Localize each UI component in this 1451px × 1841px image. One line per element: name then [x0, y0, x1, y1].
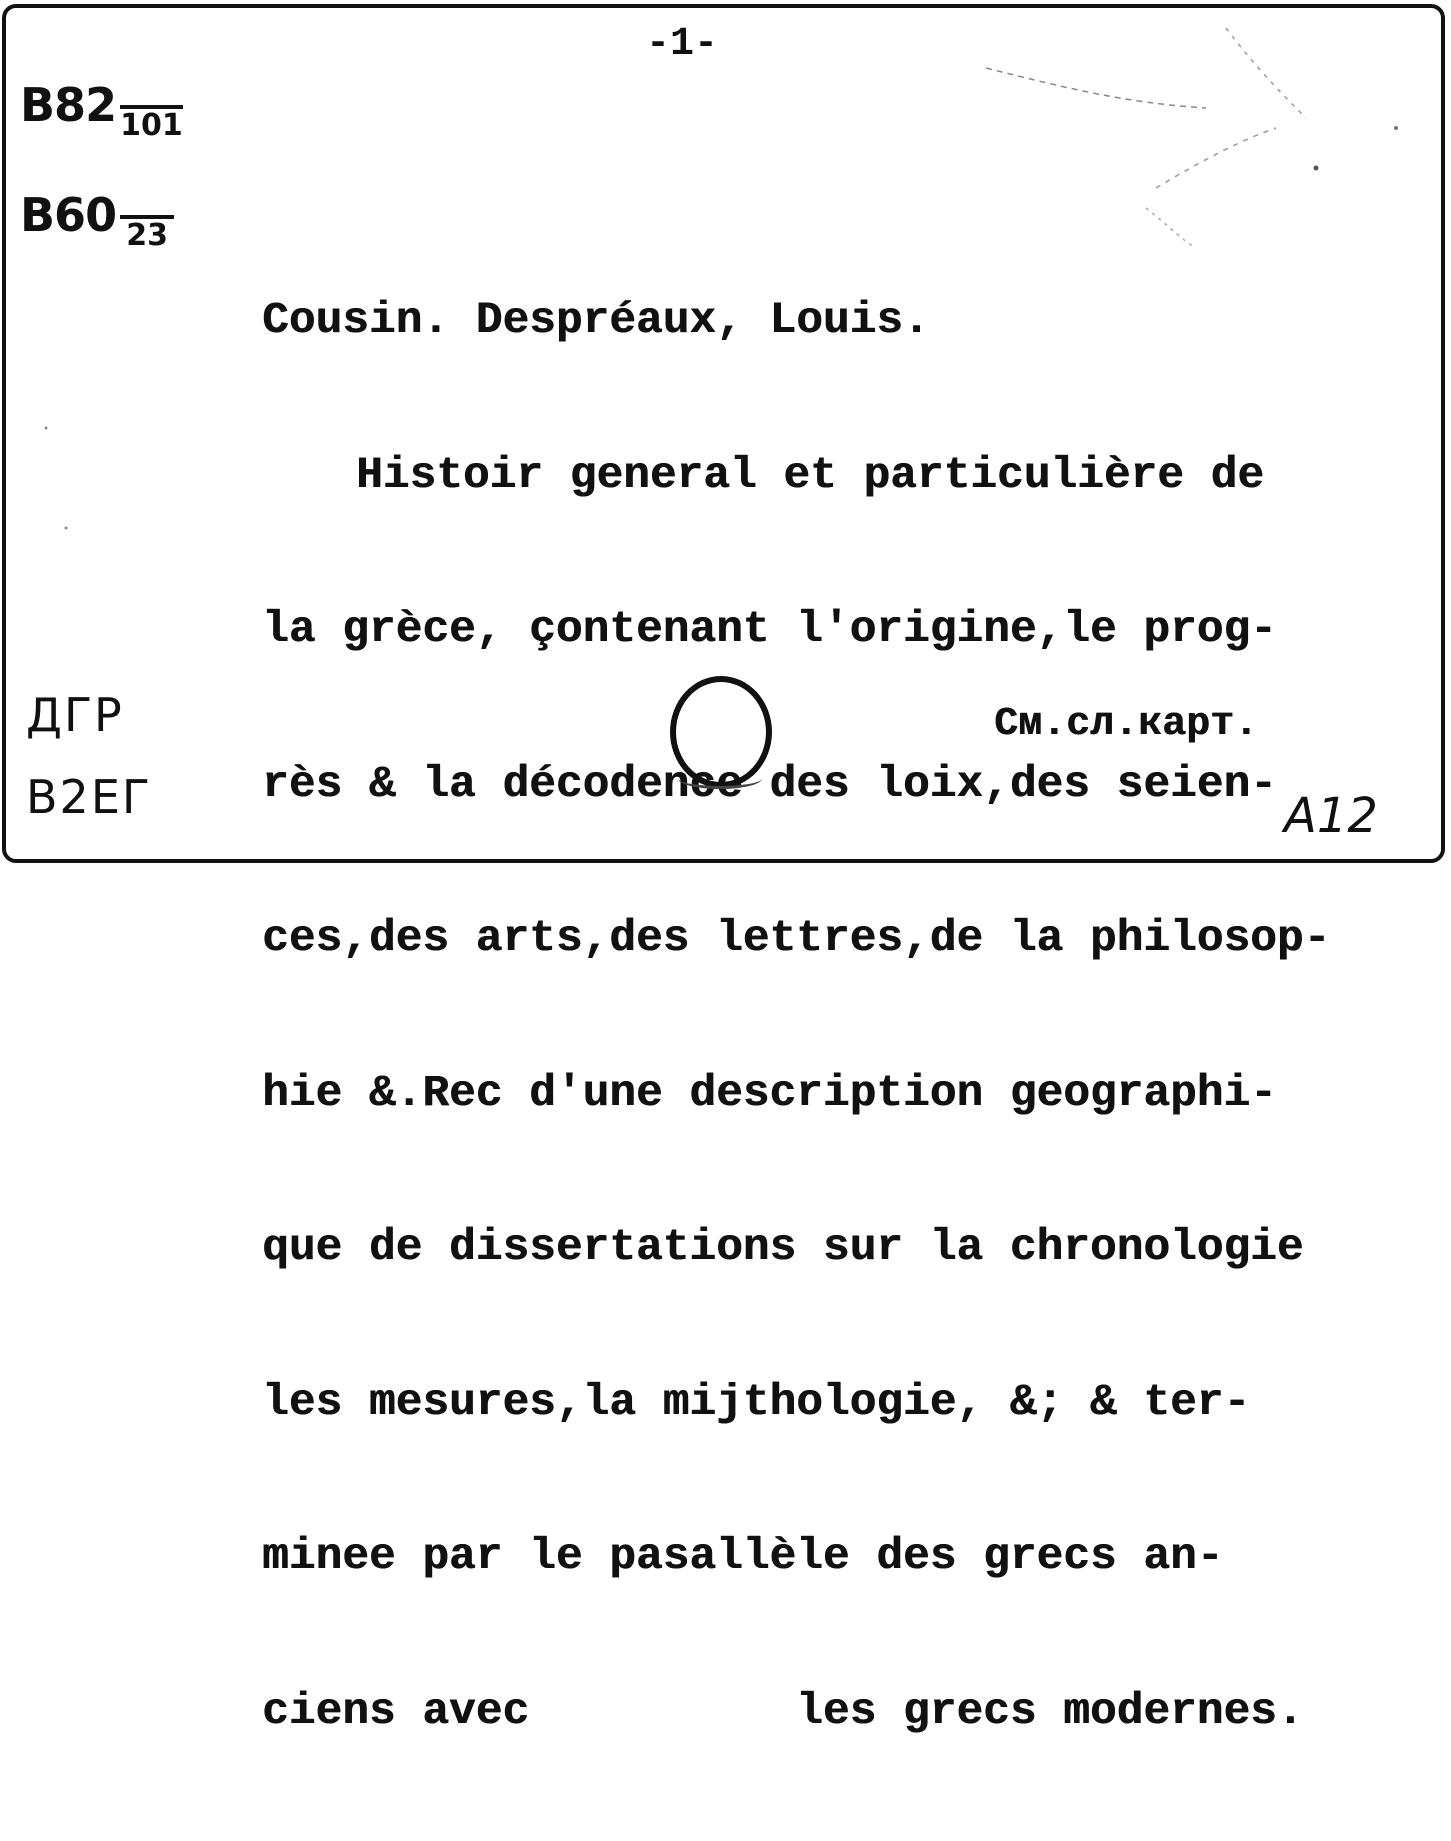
- call-number-2: [20, 188, 174, 253]
- entry-line: minee par le pasallèle des grecs an-: [262, 1532, 1224, 1582]
- entry-line: la grèce, çontenant l'origine,le prog-: [262, 605, 1277, 655]
- shelf-mark: A12: [1284, 788, 1378, 844]
- entry-line: ciens avec les grecs modernes.: [262, 1686, 1304, 1737]
- page-number: -1-: [646, 22, 719, 67]
- entry-line: hie &.Rec d'une description geographi-: [262, 1068, 1277, 1119]
- entry-line: que de dissertations sur la chronologie: [262, 1223, 1304, 1273]
- call-number-2-sub: 23: [120, 215, 174, 253]
- entry-line: les mesures,la mijthologie, &; & ter-: [262, 1377, 1251, 1428]
- punch-hole-shadow: [678, 768, 762, 789]
- entry-line: ces,des arts,des lettres,de la philosop-: [262, 914, 1331, 964]
- location-mark-2: B2ЕГ: [26, 770, 152, 824]
- see-next-card-note: См.сл.карт.: [994, 702, 1259, 747]
- call-number-1-sub: 101: [120, 105, 183, 143]
- catalog-card: [2, 4, 1445, 1737]
- entry-author: Cousin. Despréaux, Louis.: [262, 296, 930, 346]
- location-mark-1: ДГР: [26, 688, 124, 742]
- entry-line: rès & la décodence des loix,des seien-: [262, 759, 1277, 810]
- entry-line: Histoir general et particulière de: [356, 450, 1264, 501]
- catalog-entry: [262, 193, 1442, 1841]
- call-number-2-main: B60: [20, 188, 117, 242]
- call-number-1: [20, 78, 183, 143]
- call-number-1-main: B82: [20, 78, 117, 132]
